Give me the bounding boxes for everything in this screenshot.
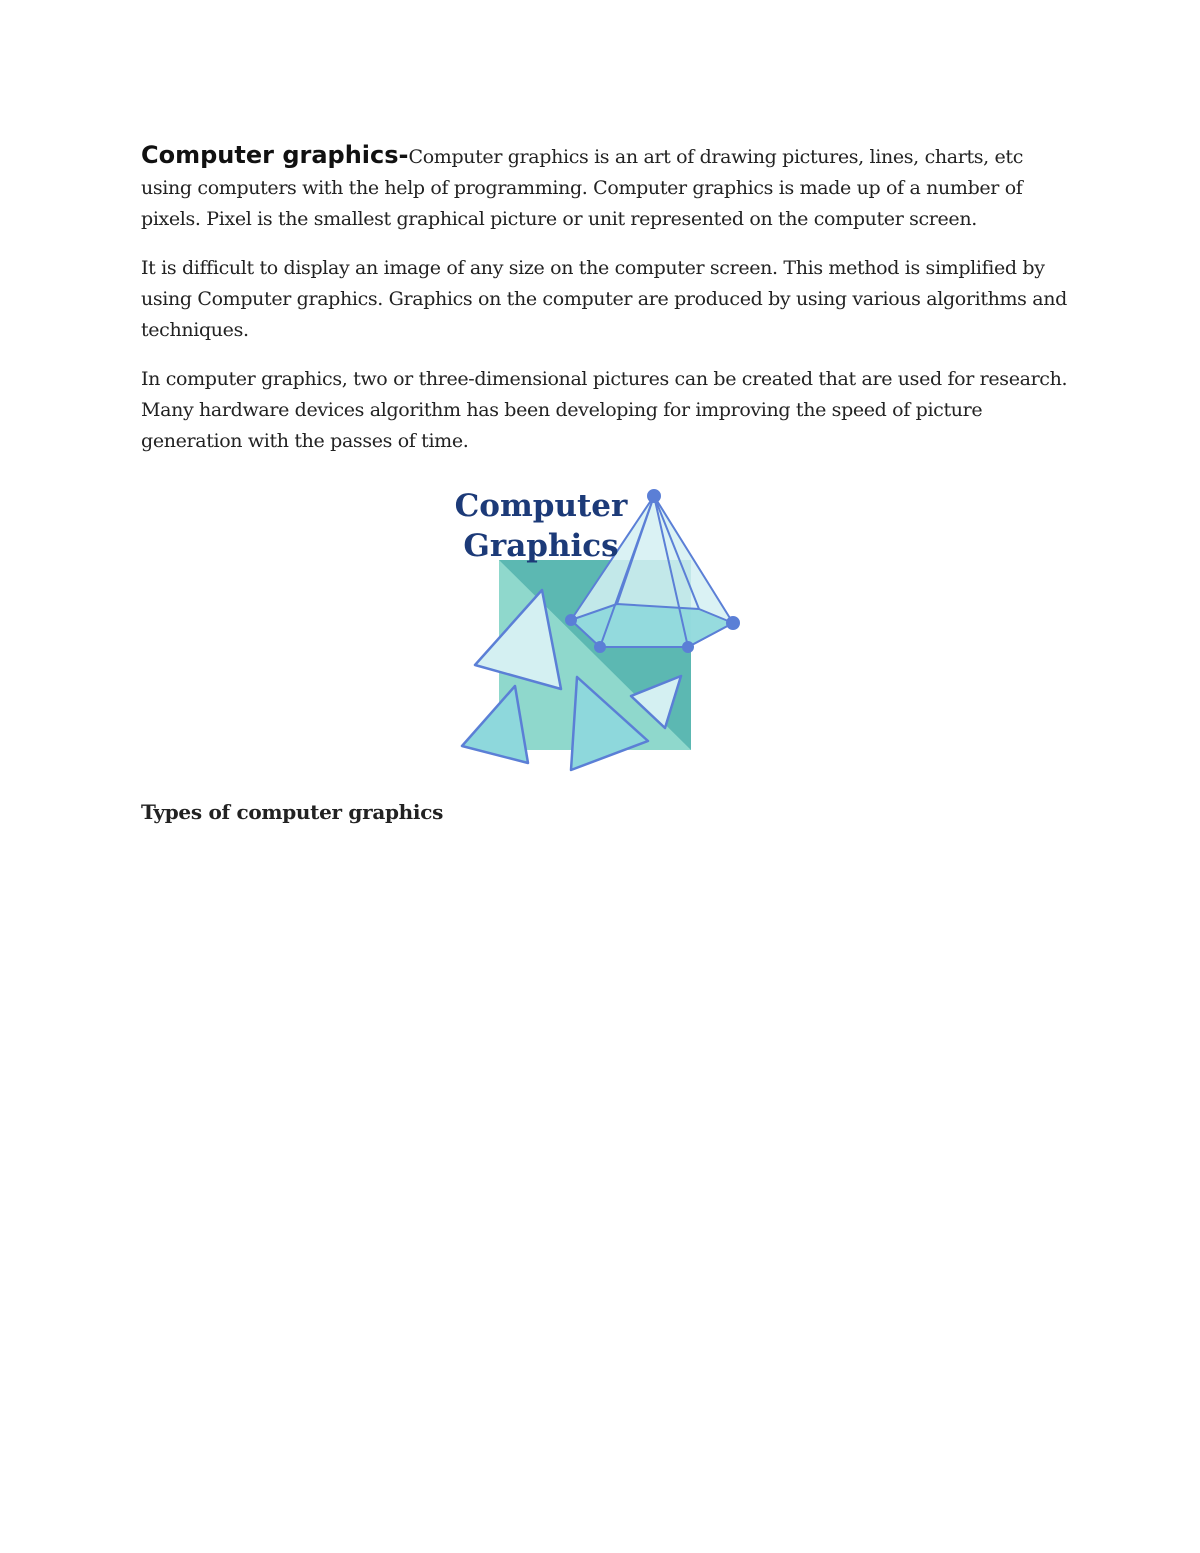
body-paragraph-3: In computer graphics, two or three-dimensional pictures can be created that are used for research. Many hardware devices algorithm has been developing for improving the speed of picture generation with the passes of time. xyxy=(141,368,1068,452)
section-heading-types: Types of computer graphics xyxy=(141,800,444,824)
figure-title-line-1: Computer xyxy=(455,488,628,524)
body-paragraph-2: It is difficult to display an image of any size on the computer screen. This method is simplified by using Computer graphics. Graphics on the computer are produced by using various algorithms and techniques. xyxy=(141,257,1067,341)
document-body xyxy=(141,140,1071,475)
intro-paragraph xyxy=(141,140,1071,235)
intro-heading: Computer graphics- xyxy=(141,141,409,169)
illustration-svg xyxy=(455,478,745,778)
intro-text: Computer graphics is an art of drawing pictures, lines, charts, etc using computers with the help of programming. Computer graphics is made up of a number of pixels. Pixel is the smallest graphical picture or unit represented on the computer screen. xyxy=(141,146,1023,230)
triangle-lower-left xyxy=(462,686,528,763)
figure-title-line-2: Graphics xyxy=(463,528,619,564)
computer-graphics-illustration xyxy=(455,478,745,778)
